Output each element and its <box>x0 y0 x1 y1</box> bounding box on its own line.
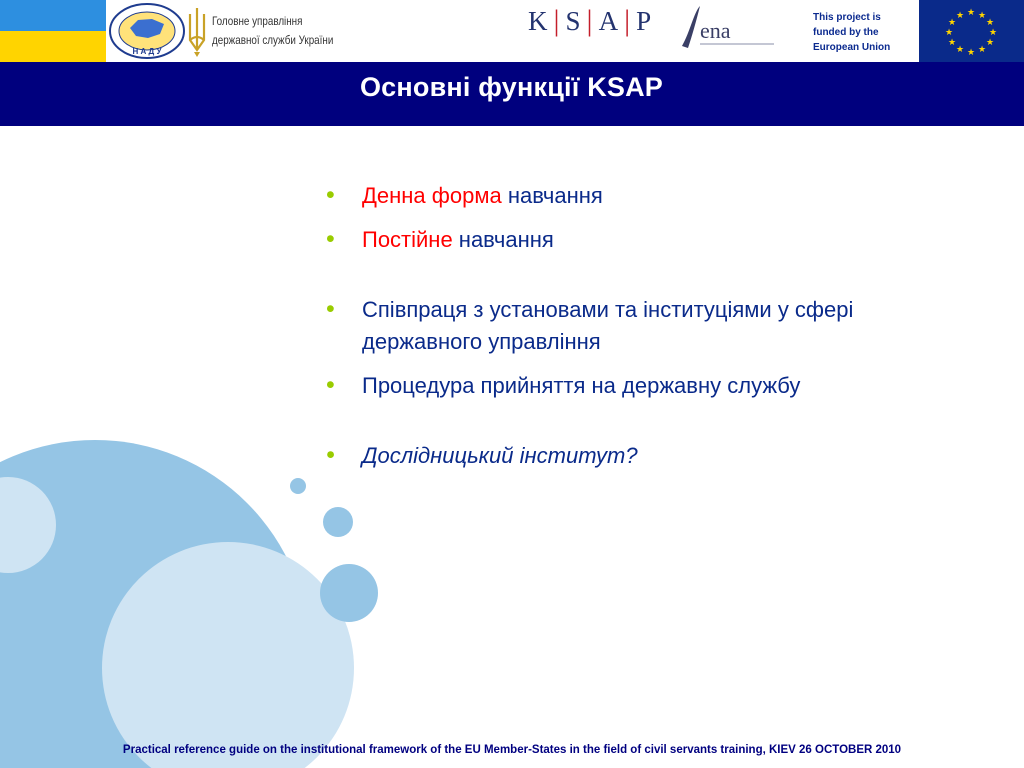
svg-text:★: ★ <box>988 28 998 38</box>
svg-text:★: ★ <box>947 18 957 28</box>
bullet-text: навчання <box>452 227 554 252</box>
bullet-text: Процедура прийняття на державну службу <box>362 373 801 398</box>
bullet-dot-icon: • <box>326 371 335 399</box>
ksap-letter: P <box>636 5 653 36</box>
eu-funding-notice: This project is funded by the European Union <box>813 12 891 53</box>
gov-org-name <box>212 12 332 50</box>
bullet-item <box>326 180 966 212</box>
svg-text:★: ★ <box>985 38 995 48</box>
bullet-text: навчання <box>501 183 603 208</box>
bubble-medium <box>320 564 378 622</box>
bullet-dot-icon: • <box>326 181 335 209</box>
trident-icon <box>186 4 208 58</box>
bullet-highlight: Денна форма <box>362 183 502 208</box>
bullet-text: Дослідницький інститут? <box>362 443 638 468</box>
svg-text:★: ★ <box>966 8 976 18</box>
bullet-text: Співпраця з установами та інституціями у сфері державного управління <box>362 297 854 354</box>
title-band <box>0 62 1024 126</box>
nadu-seal-icon <box>108 2 186 60</box>
svg-text:ena: ena <box>700 18 731 43</box>
ksap-letter: S <box>565 5 582 36</box>
footer-caption: Practical reference guide on the institutional framework of the EU Member-States in the field of civil servants training, KIEV 26 OCTOBER 2010 <box>122 744 902 756</box>
eu-flag <box>919 0 1024 62</box>
bullet-item <box>326 294 966 358</box>
bullet-item <box>326 224 966 256</box>
bullet-item <box>326 370 966 402</box>
ksap-letter: A <box>598 5 620 36</box>
slide-title: Основні функції KSAP <box>359 72 664 102</box>
gov-org-line-1: Головне управління <box>212 14 303 28</box>
ksap-letter: K <box>528 5 549 36</box>
bullet-list <box>326 180 966 472</box>
ua-flag <box>0 0 106 62</box>
svg-text:★: ★ <box>985 18 995 28</box>
svg-text:Н А Д У: Н А Д У <box>132 47 162 56</box>
logo-strip <box>0 0 1024 62</box>
gov-org-line-2: державної служби України <box>212 33 334 47</box>
bubble-tiny <box>290 478 306 494</box>
bullet-item <box>326 440 966 472</box>
svg-text:★: ★ <box>947 38 957 48</box>
svg-text:★: ★ <box>955 45 965 55</box>
bullet-highlight: Постійне <box>362 227 453 252</box>
bullet-dot-icon: • <box>326 225 335 253</box>
ena-logo-icon <box>676 2 780 52</box>
svg-text:★: ★ <box>966 48 976 58</box>
ksap-logo: K | S | A | P <box>528 4 653 37</box>
bubble-small <box>323 507 353 537</box>
svg-text:★: ★ <box>955 11 965 21</box>
svg-text:★: ★ <box>944 28 954 38</box>
svg-text:★: ★ <box>977 11 987 21</box>
bullet-dot-icon: • <box>326 441 335 469</box>
bullet-dot-icon: • <box>326 295 335 323</box>
svg-text:★: ★ <box>977 45 987 55</box>
